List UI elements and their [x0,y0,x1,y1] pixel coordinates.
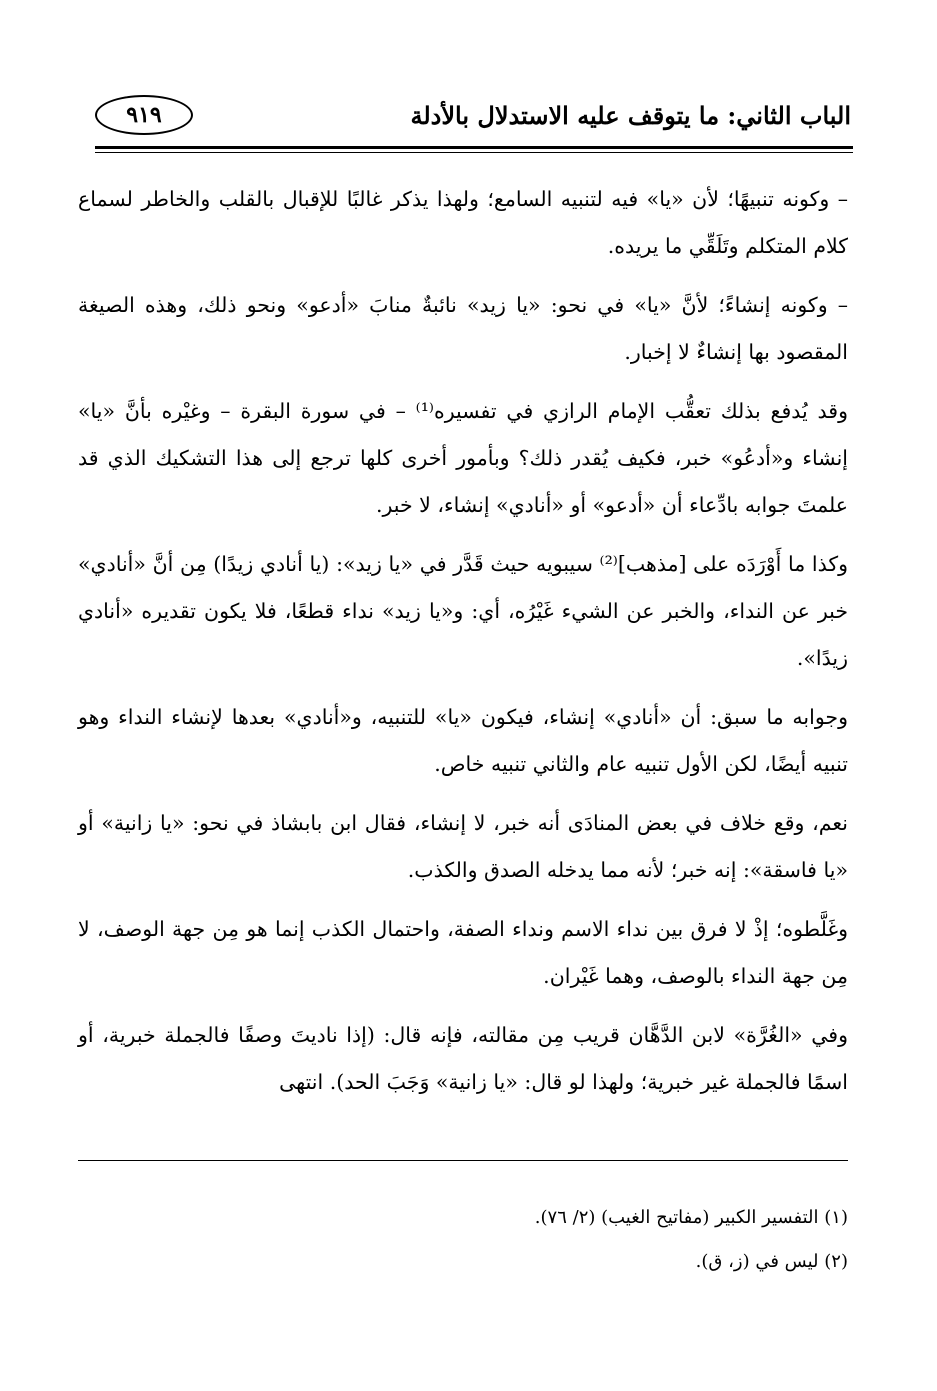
footnote-1: (١) التفسير الكبير (مفاتيح الغيب) (٢/ ٧٦). [534,1207,848,1228]
footnote-separator [78,1160,848,1161]
page-header [95,95,851,143]
paragraph-8: وفي «الغُرَّة» لابن الدَّهَّان قريب مِن مقالته، فإنه قال: (إذا ناديتَ وصفًا فالجملة خبرية، أو اسمًا فالجملة غير خبرية؛ ولهذا لو قال: «يا زانية» وَجَبَ الحد). انتهى [78,1023,848,1094]
paragraph-2: – وكونه إنشاءً؛ لأنَّ «يا» في نحو: «يا زيد» نائبةٌ منابَ «أدعو» ونحو ذلك، وهذه الصيغة المقصود بها إنشاءٌ لا إخبار. [78,293,848,364]
main-text [78,176,848,1106]
header-rule-thin [95,152,853,153]
paragraph-3: وقد يُدفع بذلك تعقُّب الإمام الرازي في تفسيره⁽¹⁾ – في سورة البقرة – وغيْره بأنَّ «يا» إنشاء و«أدعُو» خبر، فكيف يُقدر ذلك؟ وبأمور أخرى كلها ترجع إلى هذا التشكيك الذي قد علمتَ جوابه بادِّعاء أن «أدعو» أو «أنادي» إنشاء، لا خبر. [78,399,848,517]
paragraph-4: وكذا ما أَوْرَدَه على [مذهب]⁽²⁾ سيبويه حيث قَدَّر في «يا زيد»: (يا أنادي زيدًا) مِن أنَّ «أنادي» خبر عن النداء، والخبر عن الشيء غَيْرُه، أي: و«يا زيد» نداء قطعًا، فلا يكون تقديره «أنادي زيدًا». [78,552,848,670]
footnotes [78,1196,848,1284]
page-number-badge: ٩١٩ [95,95,193,135]
header-rule-thick [95,146,853,149]
running-title: الباب الثاني: ما يتوقف عليه الاستدلال بالأدلة [410,101,851,130]
paragraph-6: نعم، وقع خلاف في بعض المنادَى أنه خبر، لا إنشاء، فقال ابن بابشاذ في نحو: «يا زانية» أو «يا فاسقة»: إنه خبر؛ لأنه مما يدخله الصدق والكذب. [78,811,848,882]
footnote-2: (٢) ليس في (ز، ق). [695,1251,848,1272]
paragraph-5: وجوابه ما سبق: أن «أنادي» إنشاء، فيكون «يا» للتنبيه، و«أنادي» بعدها لإنشاء النداء وهو تنبيه أيضًا، لكن الأول تنبيه عام والثاني تنبيه خاص. [78,705,848,776]
paragraph-1: – وكونه تنبيهًا؛ لأن «يا» فيه لتنبيه السامع؛ ولهذا يذكر غالبًا للإقبال بالقلب والخاطر لسماع كلام المتكلم وتَلَقِّي ما يريده. [78,187,848,258]
paragraph-7: وغَلَّطوه؛ إذْ لا فرق بين نداء الاسم ونداء الصفة، واحتمال الكذب إنما هو مِن جهة الوصف، لا مِن جهة النداء بالوصف، وهما غَيْران. [78,917,848,988]
